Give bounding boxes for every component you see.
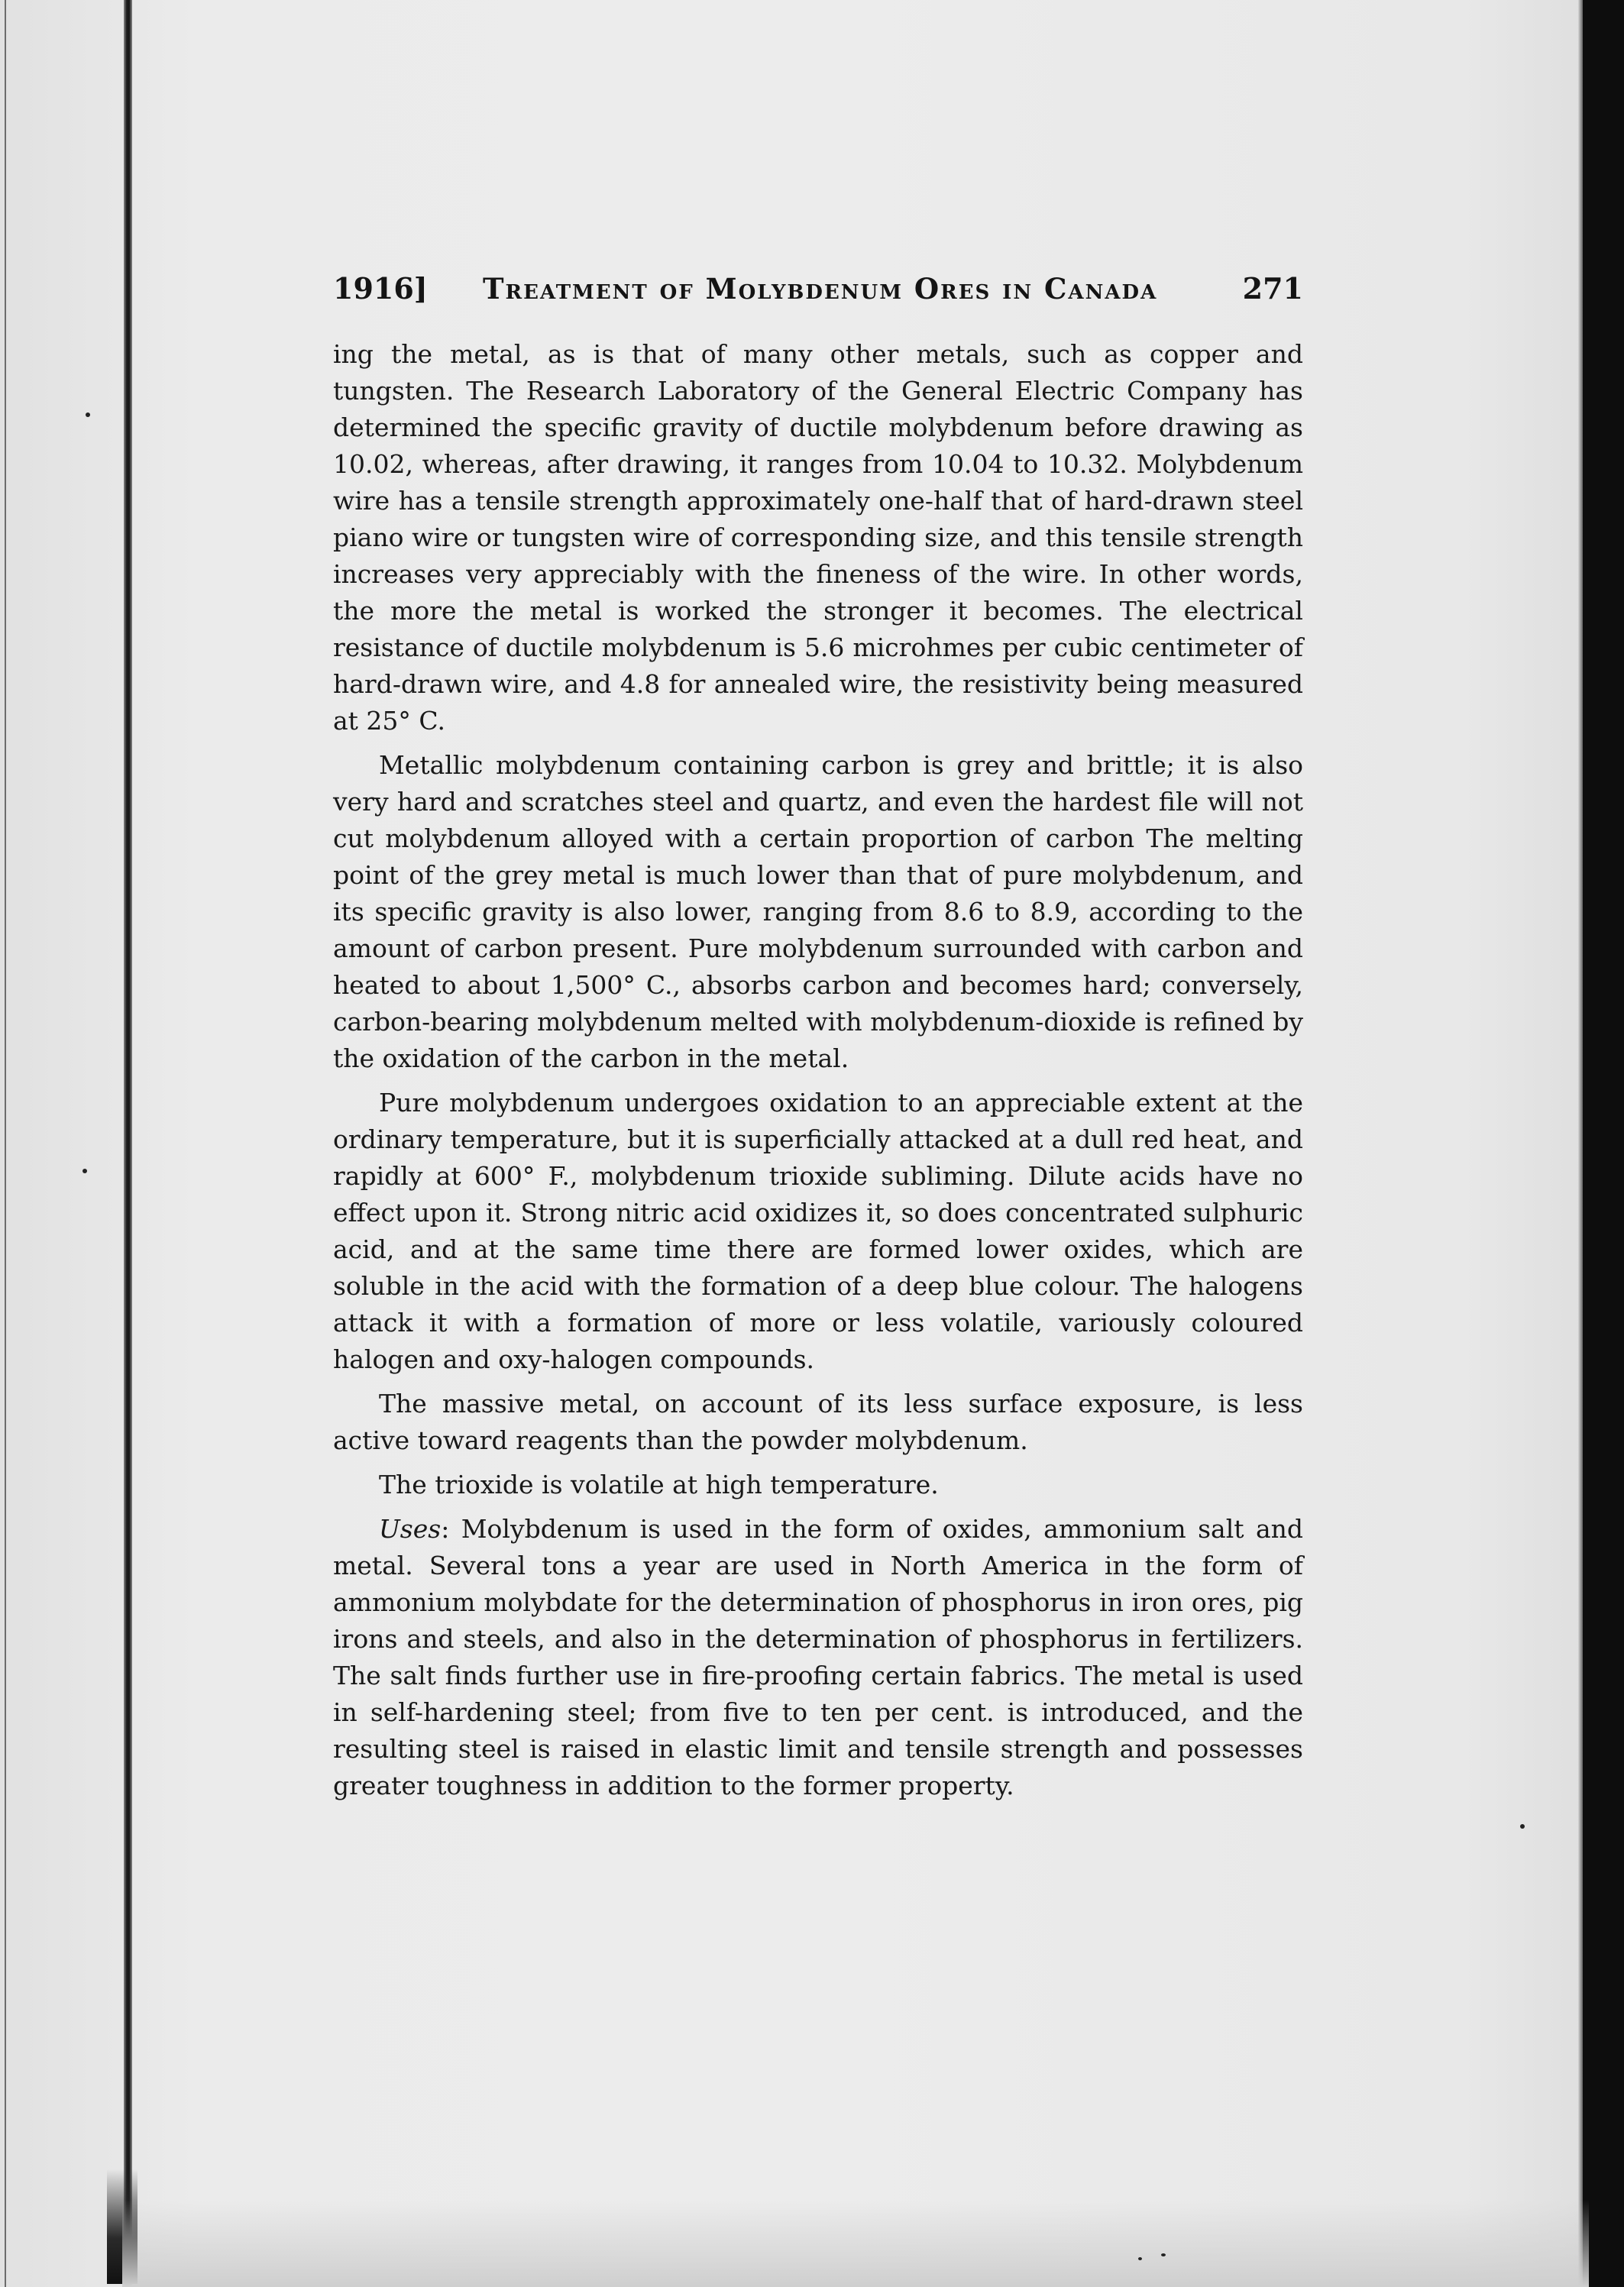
- header-title: Treatment of Molybdenum Ores in Canada: [483, 272, 1158, 306]
- book-binding-edge: [0, 0, 137, 2287]
- scan-speck: [1161, 2253, 1166, 2256]
- paragraph-massive-metal: The massive metal, on account of its less surface exposure, is less active toward reagents than the powder molybdenum.: [333, 1389, 1303, 1455]
- page-bottom-shadow: [122, 2200, 1589, 2287]
- paragraph-trioxide: The trioxide is volatile at high temperature.: [379, 1470, 939, 1499]
- scan-speck: [1138, 2257, 1142, 2260]
- paragraph-uses: [333, 1511, 1303, 1804]
- uses-label: Uses: [379, 1514, 442, 1544]
- page-number: 271: [1242, 271, 1303, 306]
- scan-speck: [1520, 1824, 1525, 1829]
- paragraph-continued: ing the metal, as is that of many other metals, such as copper and tungsten. The Research Laboratory of the General Electric Company has determined the specific gravity of ductile molybdenum before drawing as 10.02, whereas, after drawing, it ranges from 10.04 to 10.32. Molybdenum wire has a tensile strength approximately one-half that of hard-drawn steel piano wire or tungsten wire of corresponding size, and this tensile strength increases very appreciably with the fineness of the wire. In other words, the more the metal is worked the stronger it becomes. The electrical resistance of ductile molybdenum is 5.6 microhmes per cubic centimeter of hard-drawn wire, and 4.8 for annealed wire, the resistivity being measured at 25° C.: [333, 339, 1303, 736]
- binding-outer-line: [5, 0, 6, 2287]
- paragraph-carbon: Metallic molybdenum containing carbon is grey and brittle; it is also very hard and scratches steel and quartz, and even the hardest file will not cut molybdenum alloyed with a certain proportion of carbon The melting point of the grey metal is much lower than that of pure molybdenum, and its specific gravity is also lower, ranging from 8.6 to 8.9, according to the amount of carbon present. Pure molybdenum surrounded with carbon and heated to about 1,500° C., absorbs carbon and becomes hard; conversely, carbon-bearing molybdenum melted with molybdenum-dioxide is refined by the oxidation of the carbon in the metal.: [333, 750, 1303, 1073]
- header-year: 1916]: [333, 271, 428, 306]
- scan-speck: [86, 412, 90, 417]
- uses-text: : Molybdenum is used in the form of oxides, ammonium salt and metal. Several tons a year are used in North America in the form of ammonium molybdate for the determination of phosphorus in iron ores, pig irons and steels, and also in the determination of phosphorus in fertilizers. The salt finds further use in fire-proofing certain fabrics. The metal is used in self-hardening steel; from five to ten per cent. is introduced, and the resulting steel is raised in elastic limit and tensile strength and possesses greater toughness in addition to the former property.: [333, 1514, 1303, 1800]
- body-text: [333, 336, 1303, 1812]
- scan-border-right: [1583, 0, 1624, 2287]
- running-header: [333, 267, 1303, 310]
- binding-gutter-line: [124, 0, 132, 2287]
- scan-speck: [82, 1169, 87, 1173]
- paragraph-oxidation: Pure molybdenum undergoes oxidation to an appreciable extent at the ordinary temperature, but it is superficially attacked at a dull red heat, and rapidly at 600° F., molybdenum trioxide subliming. Dilute acids have no effect upon it. Strong nitric acid oxidizes it, so does concentrated sulphuric acid, and at the same time there are formed lower oxides, which are soluble in the acid with the formation of a deep blue colour. The halogens attack it with a formation of more or less volatile, variously coloured halogen and oxy-halogen compounds.: [333, 1088, 1303, 1374]
